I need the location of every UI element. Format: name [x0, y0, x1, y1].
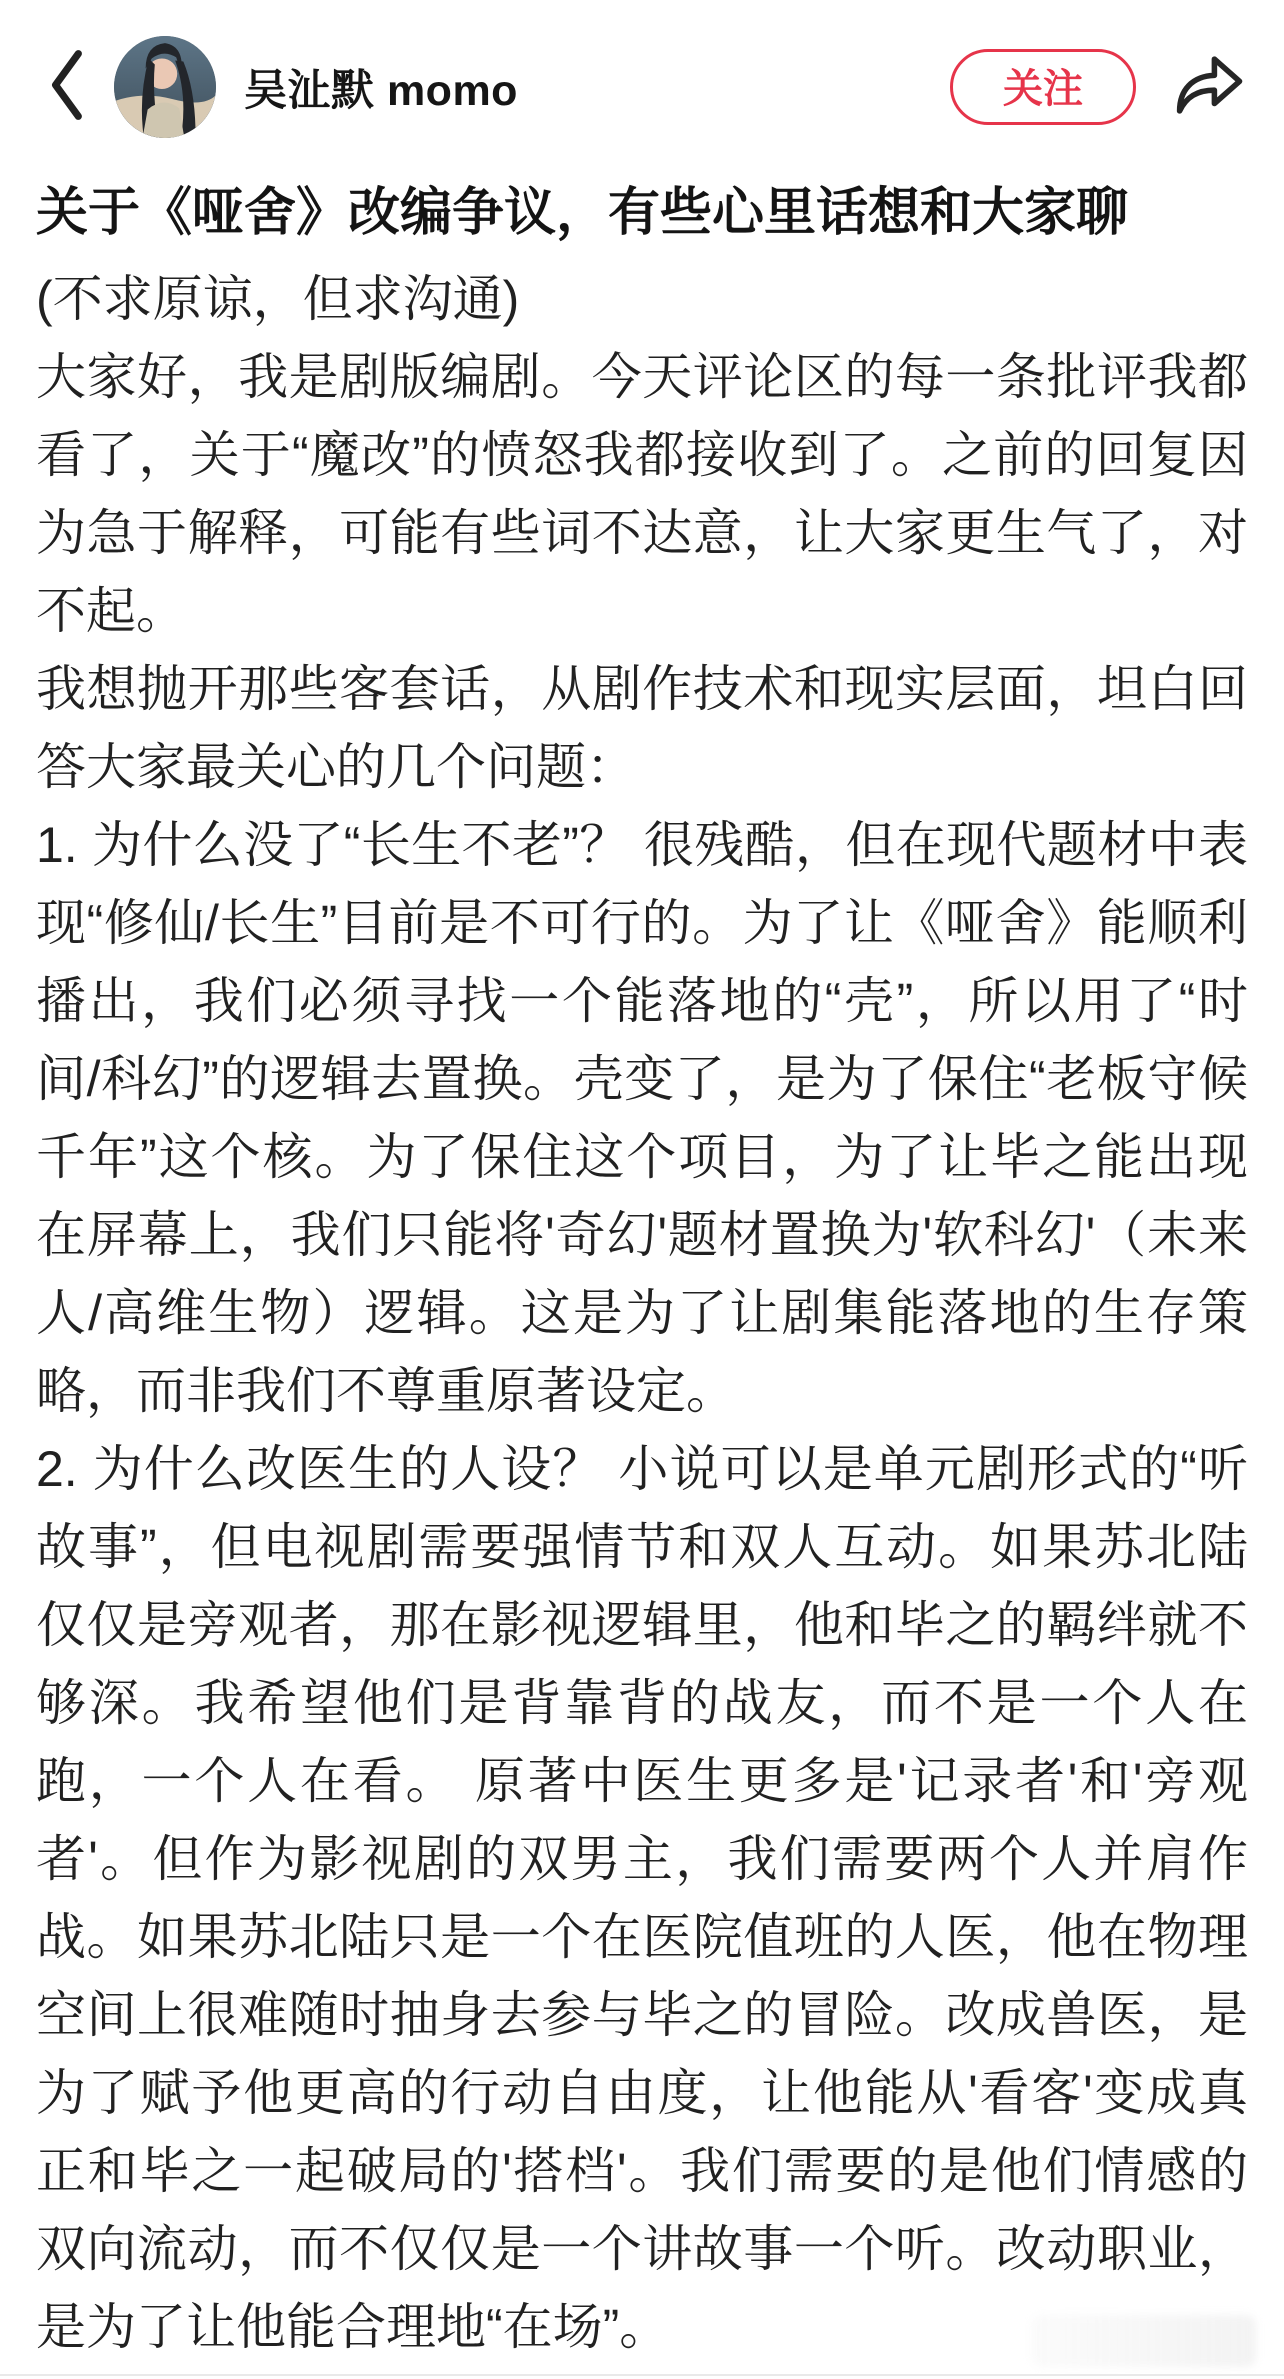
share-arrow-icon	[1170, 48, 1244, 127]
post-paragraph: 大家好，我是剧版编剧。今天评论区的每一条批评我都看了，关于“魔改”的愤怒我都接收到了。之前的回复因为急于解释，可能有些词不达意，让大家更生气了，对不起。	[36, 349, 1248, 639]
avatar[interactable]	[114, 36, 216, 138]
post-paragraph: 我想抛开那些客套话，从剧作技术和现实层面，坦白回答大家最关心的几个问题：	[36, 661, 1248, 795]
follow-button[interactable]	[950, 49, 1136, 125]
post-paragraph: (不求原谅，但求沟通)	[36, 271, 520, 327]
header-bar	[0, 0, 1284, 140]
chevron-left-icon	[47, 46, 85, 129]
bottom-divider	[0, 2374, 1284, 2376]
username[interactable]: 吴沚默 momo	[244, 66, 518, 115]
share-button[interactable]	[1170, 47, 1244, 127]
post-body	[36, 260, 1248, 2366]
follow-button-label: 关注	[1003, 66, 1083, 111]
post-title: 关于《哑舍》改编争议，有些心里话想和大家聊	[36, 184, 1129, 242]
post-paragraph: 1. 为什么没了“长生不老”？ 很残酷，但在现代题材中表现“修仙/长生”目前是不可行的。为了让《哑舍》能顺利播出，我们必须寻找一个能落地的“壳”，所以用了“时间/科幻”的逻辑去置换。壳变了，是为了保住“老板守候千年”这个核。为了保住这个项目，为了让毕之能出现在屏幕上，我们只能将'奇幻'题材置换为'软科幻'（未来人/高维生物）逻辑。这是为了让剧集能落地的生存策略，而非我们不尊重原著设定。	[36, 817, 1248, 1419]
post-paragraph: 2. 为什么改医生的人设？ 小说可以是单元剧形式的“听故事”，但电视剧需要强情节和双人互动。如果苏北陆仅仅是旁观者，那在影视逻辑里，他和毕之的羁绊就不够深。我希望他们是背靠背的战友，而不是一个人在跑，一个人在看。 原著中医生更多是'记录者'和'旁观者'。但作为影视剧的双男主，我们需要两个人并肩作战。如果苏北陆只是一个在医院值班的人医，他在物理空间上很难随时抽身去参与毕之的冒险。改成兽医，是为了赋予他更高的行动自由度，让他能从'看客'变成真正和毕之一起破局的'搭档'。我们需要的是他们情感的双向流动，而不仅仅是一个讲故事一个听。改动职业，是为了让他能合理地“在场”。	[36, 1441, 1248, 2355]
avatar-photo-icon	[114, 36, 216, 138]
back-button[interactable]	[46, 47, 86, 127]
